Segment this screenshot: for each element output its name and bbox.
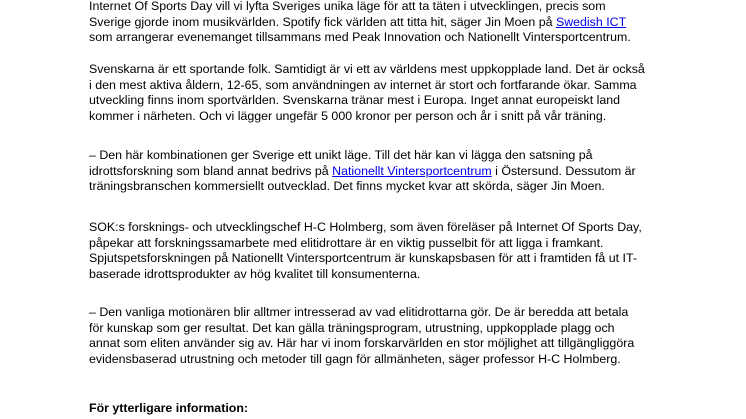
text-line: – Den vanliga motionären blir alltmer intresserad av vad elitidrottarna gör. De är beredda att betala <box>89 305 629 319</box>
text-line: påpekar att forskningssamarbete med elitidrottare är en viktig pusselbit för att ligga i framkant. <box>89 235 604 250</box>
text-line: Spjutspetsforskningen på Nationellt Vintersportcentrum är kunskapsbasen för att i framtiden få ut IT- <box>89 251 637 266</box>
text-run: i Östersund. Dessutom är <box>491 163 636 178</box>
text-line: för kunskap som ger resultat. Det kan gälla träningsprogram, utrustning, uppkopplade plagg och <box>89 320 615 335</box>
text-line: evidensbaserad utrustning och metoder till gagn för allmänheten, säger professor H-C Holmberg. <box>89 351 621 366</box>
nationellt-vintersportcentrum-link[interactable]: Nationellt Vintersportcentrum <box>332 163 492 178</box>
text-line: i den mest aktiva åldern, 12-65, som användningen av internet är stort och fortfarande ökar. Samma <box>89 77 637 92</box>
text-line: baserade idrottsprodukter av hög kvalitet till konsumenterna. <box>89 266 421 281</box>
text-line: Internet Of Sports Day vill vi lyfta Sveriges unika läge för att ta täten i utvecklingen, precis som <box>89 0 606 13</box>
paragraph-4 <box>89 220 709 282</box>
text-line <box>89 15 709 31</box>
swedish-ict-link[interactable]: Swedish ICT <box>555 14 627 29</box>
text-line: annat som eliten använder sig av. Här har vi inom forskarvärlden en stor möjlighet att tillgängliggöra <box>89 336 635 351</box>
text-line: utveckling finns inom sportvärlden. Svenskarna tränar mest i Europa. Inget annat europeiskt land <box>89 93 621 108</box>
text-run: idrottsforskning som bland annat bedrivs på <box>89 163 333 178</box>
section-heading: För ytterligare information: <box>89 401 249 415</box>
text-line: kommer i närheten. Och vi lägger ungefär 5 000 kronor per person och år i snitt på vår träning. <box>89 108 607 123</box>
text-line <box>89 164 709 180</box>
text-line: SOK:s forsknings- och utvecklingschef H-C Holmberg, som även föreläser på Internet Of Sports Day, <box>89 220 642 234</box>
paragraph-5 <box>89 305 709 367</box>
text-line: träningsbranschen kommersiellt outvecklad. Det finns mycket kvar att skörda, säger Jin Moen. <box>89 179 605 194</box>
paragraph-3 <box>89 148 709 195</box>
text-line: som arrangerar evenemanget tillsammans med Peak Innovation och Nationellt Vintersportcentrum. <box>89 30 631 45</box>
text-line: Svenskarna är ett sportande folk. Samtidigt är vi ett av världens mest uppkopplade land. Det är också <box>89 62 645 76</box>
text-line: – Den här kombinationen ger Sverige ett unikt läge. Till det här kan vi lägga den satsning på <box>89 148 593 162</box>
paragraph-1 <box>89 0 709 46</box>
paragraph-2 <box>89 62 709 124</box>
text-run: Sverige gjorde inom musikvärlden. Spotify fick världen att titta hit, säger Jin Moen på <box>89 14 556 29</box>
